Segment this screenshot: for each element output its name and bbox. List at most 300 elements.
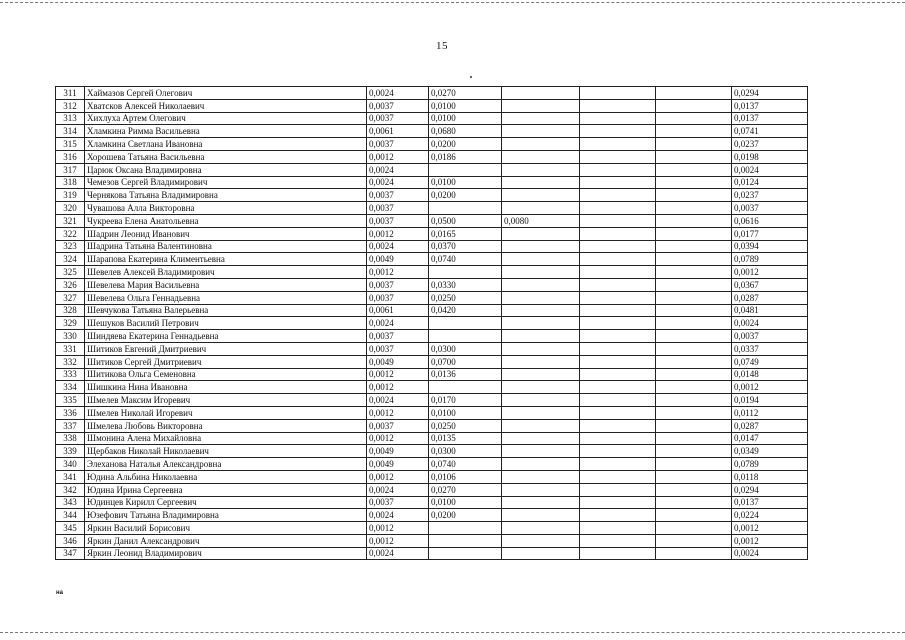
share-3-cell — [502, 150, 580, 163]
share-3-cell — [502, 368, 580, 381]
share-1-cell: 0,0012 — [367, 534, 429, 547]
share-3-cell — [502, 163, 580, 176]
row-number-cell: 314 — [56, 125, 85, 138]
share-5-cell — [656, 202, 732, 215]
share-2-cell — [429, 202, 502, 215]
row-number-cell: 343 — [56, 496, 85, 509]
share-4-cell — [580, 355, 656, 368]
table-row — [56, 266, 808, 279]
registry-table — [55, 86, 808, 560]
share-5-cell — [656, 547, 732, 560]
share-2-cell: 0,0165 — [429, 227, 502, 240]
share-2-cell: 0,0250 — [429, 291, 502, 304]
person-name-cell: Шевелева Мария Васильевна — [85, 278, 367, 291]
share-2-cell: 0,0680 — [429, 125, 502, 138]
share-3-cell — [502, 445, 580, 458]
row-number-cell: 315 — [56, 138, 85, 151]
share-4-cell — [580, 483, 656, 496]
share-1-cell: 0,0012 — [367, 368, 429, 381]
share-3-cell — [502, 381, 580, 394]
share-5-cell — [656, 278, 732, 291]
table-row — [56, 330, 808, 343]
share-2-cell — [429, 522, 502, 535]
table-row — [56, 317, 808, 330]
share-1-cell: 0,0037 — [367, 112, 429, 125]
share-4-cell — [580, 278, 656, 291]
share-4-cell — [580, 138, 656, 151]
share-2-cell: 0,0370 — [429, 240, 502, 253]
share-1-cell: 0,0012 — [367, 227, 429, 240]
share-4-cell — [580, 150, 656, 163]
table-row — [56, 381, 808, 394]
row-number-cell: 325 — [56, 266, 85, 279]
share-total-cell: 0,0287 — [732, 419, 808, 432]
person-name-cell: Шмонина Алена Михайловна — [85, 432, 367, 445]
table-row — [56, 99, 808, 112]
share-5-cell — [656, 240, 732, 253]
row-number-cell: 334 — [56, 381, 85, 394]
share-total-cell: 0,0024 — [732, 547, 808, 560]
share-1-cell: 0,0049 — [367, 253, 429, 266]
share-5-cell — [656, 138, 732, 151]
row-number-cell: 321 — [56, 214, 85, 227]
share-4-cell — [580, 547, 656, 560]
person-name-cell: Шевелев Алексей Владимирович — [85, 266, 367, 279]
share-1-cell: 0,0037 — [367, 138, 429, 151]
share-4-cell — [580, 381, 656, 394]
share-3-cell — [502, 470, 580, 483]
share-2-cell: 0,0200 — [429, 138, 502, 151]
person-name-cell: Элеханова Наталья Александровна — [85, 458, 367, 471]
person-name-cell: Шиндяева Екатерина Геннадьевна — [85, 330, 367, 343]
person-name-cell: Шарапова Екатерина Климентьевна — [85, 253, 367, 266]
share-5-cell — [656, 355, 732, 368]
table-row — [56, 278, 808, 291]
share-total-cell: 0,0012 — [732, 381, 808, 394]
share-4-cell — [580, 189, 656, 202]
share-5-cell — [656, 291, 732, 304]
share-1-cell: 0,0012 — [367, 150, 429, 163]
row-number-cell: 346 — [56, 534, 85, 547]
share-5-cell — [656, 266, 732, 279]
share-3-cell — [502, 406, 580, 419]
share-1-cell: 0,0037 — [367, 189, 429, 202]
share-total-cell: 0,0337 — [732, 342, 808, 355]
share-1-cell: 0,0012 — [367, 266, 429, 279]
share-2-cell — [429, 534, 502, 547]
share-1-cell: 0,0049 — [367, 458, 429, 471]
share-total-cell: 0,0789 — [732, 458, 808, 471]
table-row — [56, 496, 808, 509]
person-name-cell: Шитикова Ольга Семеновна — [85, 368, 367, 381]
share-total-cell: 0,0287 — [732, 291, 808, 304]
row-number-cell: 324 — [56, 253, 85, 266]
person-name-cell: Царюк Оксана Владимировна — [85, 163, 367, 176]
share-4-cell — [580, 496, 656, 509]
share-2-cell: 0,0100 — [429, 406, 502, 419]
share-5-cell — [656, 406, 732, 419]
share-4-cell — [580, 317, 656, 330]
share-2-cell: 0,0270 — [429, 483, 502, 496]
share-4-cell — [580, 419, 656, 432]
table-row — [56, 445, 808, 458]
table-row — [56, 240, 808, 253]
person-name-cell: Юдина Ирина Сергеевна — [85, 483, 367, 496]
share-4-cell — [580, 87, 656, 100]
share-total-cell: 0,0349 — [732, 445, 808, 458]
share-3-cell — [502, 202, 580, 215]
share-1-cell: 0,0037 — [367, 342, 429, 355]
share-total-cell: 0,0024 — [732, 163, 808, 176]
table-row — [56, 394, 808, 407]
footer-mark: на — [56, 590, 63, 596]
share-5-cell — [656, 470, 732, 483]
row-number-cell: 329 — [56, 317, 85, 330]
share-2-cell: 0,0740 — [429, 458, 502, 471]
share-3-cell — [502, 317, 580, 330]
share-2-cell: 0,0330 — [429, 278, 502, 291]
share-4-cell — [580, 240, 656, 253]
share-3-cell — [502, 278, 580, 291]
share-2-cell: 0,0420 — [429, 304, 502, 317]
share-3-cell — [502, 355, 580, 368]
share-2-cell: 0,0136 — [429, 368, 502, 381]
share-total-cell: 0,0012 — [732, 534, 808, 547]
table-row — [56, 406, 808, 419]
share-3-cell — [502, 112, 580, 125]
table-row — [56, 534, 808, 547]
share-3-cell — [502, 138, 580, 151]
table-row — [56, 304, 808, 317]
share-2-cell — [429, 266, 502, 279]
share-1-cell: 0,0037 — [367, 330, 429, 343]
table-row — [56, 342, 808, 355]
share-3-cell — [502, 394, 580, 407]
share-3-cell — [502, 330, 580, 343]
person-name-cell: Хорошева Татьяна Васильевна — [85, 150, 367, 163]
share-3-cell — [502, 99, 580, 112]
share-1-cell: 0,0061 — [367, 125, 429, 138]
share-2-cell — [429, 317, 502, 330]
row-number-cell: 327 — [56, 291, 85, 304]
row-number-cell: 317 — [56, 163, 85, 176]
row-number-cell: 335 — [56, 394, 85, 407]
share-5-cell — [656, 534, 732, 547]
share-4-cell — [580, 214, 656, 227]
share-4-cell — [580, 406, 656, 419]
person-name-cell: Чемезов Сергей Владимирович — [85, 176, 367, 189]
share-4-cell — [580, 304, 656, 317]
table-row — [56, 355, 808, 368]
share-4-cell — [580, 330, 656, 343]
share-total-cell: 0,0741 — [732, 125, 808, 138]
share-2-cell — [429, 163, 502, 176]
page-number: 15 — [436, 40, 448, 52]
share-3-cell — [502, 304, 580, 317]
share-3-cell — [502, 458, 580, 471]
person-name-cell: Чувашова Алла Викторовна — [85, 202, 367, 215]
row-number-cell: 330 — [56, 330, 85, 343]
share-2-cell: 0,0700 — [429, 355, 502, 368]
table-row — [56, 432, 808, 445]
share-4-cell — [580, 125, 656, 138]
table-row — [56, 112, 808, 125]
share-3-cell — [502, 342, 580, 355]
share-4-cell — [580, 445, 656, 458]
share-4-cell — [580, 534, 656, 547]
share-3-cell — [502, 547, 580, 560]
row-number-cell: 345 — [56, 522, 85, 535]
person-name-cell: Щербаков Николай Николаевич — [85, 445, 367, 458]
registry-rows — [56, 87, 808, 560]
person-name-cell: Шевелева Ольга Геннадьевна — [85, 291, 367, 304]
table-row — [56, 458, 808, 471]
share-total-cell: 0,0148 — [732, 368, 808, 381]
row-number-cell: 313 — [56, 112, 85, 125]
share-4-cell — [580, 432, 656, 445]
table-row — [56, 150, 808, 163]
share-5-cell — [656, 99, 732, 112]
person-name-cell: Шишкина Нина Ивановна — [85, 381, 367, 394]
table-row — [56, 470, 808, 483]
share-5-cell — [656, 189, 732, 202]
table-row — [56, 509, 808, 522]
share-2-cell: 0,0100 — [429, 176, 502, 189]
share-1-cell: 0,0037 — [367, 291, 429, 304]
share-1-cell: 0,0024 — [367, 394, 429, 407]
share-total-cell: 0,0224 — [732, 509, 808, 522]
share-total-cell: 0,0789 — [732, 253, 808, 266]
share-3-cell — [502, 483, 580, 496]
share-2-cell — [429, 547, 502, 560]
scan-edge-bottom — [0, 632, 905, 633]
share-5-cell — [656, 176, 732, 189]
row-number-cell: 341 — [56, 470, 85, 483]
share-1-cell: 0,0024 — [367, 240, 429, 253]
share-2-cell: 0,0200 — [429, 189, 502, 202]
share-4-cell — [580, 112, 656, 125]
share-4-cell — [580, 522, 656, 535]
row-number-cell: 328 — [56, 304, 85, 317]
share-5-cell — [656, 419, 732, 432]
table-row — [56, 138, 808, 151]
share-2-cell: 0,0300 — [429, 342, 502, 355]
share-3-cell — [502, 496, 580, 509]
table-row — [56, 522, 808, 535]
share-1-cell: 0,0049 — [367, 355, 429, 368]
person-name-cell: Юдина Альбина Николаевна — [85, 470, 367, 483]
row-number-cell: 319 — [56, 189, 85, 202]
share-2-cell: 0,0100 — [429, 112, 502, 125]
person-name-cell: Яркин Василий Борисович — [85, 522, 367, 535]
row-number-cell: 331 — [56, 342, 85, 355]
row-number-cell: 342 — [56, 483, 85, 496]
share-2-cell: 0,0300 — [429, 445, 502, 458]
row-number-cell: 312 — [56, 99, 85, 112]
share-5-cell — [656, 112, 732, 125]
table-row — [56, 202, 808, 215]
person-name-cell: Шешуков Василий Петрович — [85, 317, 367, 330]
share-5-cell — [656, 368, 732, 381]
row-number-cell: 326 — [56, 278, 85, 291]
share-5-cell — [656, 432, 732, 445]
share-1-cell: 0,0061 — [367, 304, 429, 317]
person-name-cell: Шмелева Любовь Викторовна — [85, 419, 367, 432]
table-row — [56, 253, 808, 266]
share-5-cell — [656, 394, 732, 407]
share-total-cell: 0,0137 — [732, 99, 808, 112]
share-5-cell — [656, 496, 732, 509]
share-1-cell: 0,0049 — [367, 445, 429, 458]
share-3-cell — [502, 291, 580, 304]
share-3-cell — [502, 509, 580, 522]
share-2-cell — [429, 381, 502, 394]
share-5-cell — [656, 214, 732, 227]
share-2-cell: 0,0170 — [429, 394, 502, 407]
person-name-cell: Юзефович Татьяна Владимировна — [85, 509, 367, 522]
table-row — [56, 227, 808, 240]
share-5-cell — [656, 304, 732, 317]
share-1-cell: 0,0024 — [367, 547, 429, 560]
share-total-cell: 0,0237 — [732, 189, 808, 202]
share-total-cell: 0,0137 — [732, 112, 808, 125]
share-1-cell: 0,0024 — [367, 87, 429, 100]
person-name-cell: Чукреева Елена Анатольевна — [85, 214, 367, 227]
row-number-cell: 340 — [56, 458, 85, 471]
share-3-cell — [502, 87, 580, 100]
share-3-cell — [502, 432, 580, 445]
share-5-cell — [656, 317, 732, 330]
share-2-cell: 0,0100 — [429, 496, 502, 509]
share-5-cell — [656, 509, 732, 522]
table-row — [56, 291, 808, 304]
share-4-cell — [580, 509, 656, 522]
share-5-cell — [656, 483, 732, 496]
row-number-cell: 323 — [56, 240, 85, 253]
share-2-cell: 0,0250 — [429, 419, 502, 432]
share-3-cell — [502, 266, 580, 279]
person-name-cell: Хватсков Алексей Николаевич — [85, 99, 367, 112]
share-total-cell: 0,0124 — [732, 176, 808, 189]
share-4-cell — [580, 458, 656, 471]
share-total-cell: 0,0118 — [732, 470, 808, 483]
share-5-cell — [656, 330, 732, 343]
share-total-cell: 0,0024 — [732, 317, 808, 330]
share-total-cell: 0,0112 — [732, 406, 808, 419]
share-2-cell: 0,0270 — [429, 87, 502, 100]
share-4-cell — [580, 291, 656, 304]
person-name-cell: Хаймазов Сергей Олегович — [85, 87, 367, 100]
share-3-cell — [502, 125, 580, 138]
share-3-cell — [502, 534, 580, 547]
person-name-cell: Чернякова Татьяна Владимировна — [85, 189, 367, 202]
share-1-cell: 0,0024 — [367, 483, 429, 496]
share-3-cell: 0,0080 — [502, 214, 580, 227]
table-row — [56, 87, 808, 100]
person-name-cell: Хламкина Римма Васильевна — [85, 125, 367, 138]
share-4-cell — [580, 163, 656, 176]
share-1-cell: 0,0037 — [367, 99, 429, 112]
share-1-cell: 0,0037 — [367, 496, 429, 509]
share-total-cell: 0,0137 — [732, 496, 808, 509]
share-4-cell — [580, 470, 656, 483]
share-total-cell: 0,0012 — [732, 266, 808, 279]
share-5-cell — [656, 87, 732, 100]
share-5-cell — [656, 342, 732, 355]
table-row — [56, 419, 808, 432]
share-5-cell — [656, 381, 732, 394]
row-number-cell: 336 — [56, 406, 85, 419]
share-total-cell: 0,0294 — [732, 87, 808, 100]
share-total-cell: 0,0394 — [732, 240, 808, 253]
share-5-cell — [656, 458, 732, 471]
share-1-cell: 0,0024 — [367, 176, 429, 189]
row-number-cell: 318 — [56, 176, 85, 189]
table-row — [56, 176, 808, 189]
share-total-cell: 0,0481 — [732, 304, 808, 317]
table-row — [56, 547, 808, 560]
share-4-cell — [580, 227, 656, 240]
share-4-cell — [580, 394, 656, 407]
person-name-cell: Яркин Леонид Владимирович — [85, 547, 367, 560]
person-name-cell: Хламкина Светлана Ивановна — [85, 138, 367, 151]
person-name-cell: Шмелев Максим Игоревич — [85, 394, 367, 407]
share-total-cell: 0,0294 — [732, 483, 808, 496]
share-total-cell: 0,0194 — [732, 394, 808, 407]
share-3-cell — [502, 176, 580, 189]
person-name-cell: Шитиков Евгений Дмитриевич — [85, 342, 367, 355]
share-1-cell: 0,0024 — [367, 509, 429, 522]
scan-speck — [470, 76, 472, 78]
share-total-cell: 0,0367 — [732, 278, 808, 291]
share-1-cell: 0,0024 — [367, 163, 429, 176]
share-2-cell — [429, 330, 502, 343]
share-3-cell — [502, 253, 580, 266]
share-2-cell: 0,0740 — [429, 253, 502, 266]
share-1-cell: 0,0037 — [367, 419, 429, 432]
row-number-cell: 311 — [56, 87, 85, 100]
person-name-cell: Шитиков Сергей Дмитриевич — [85, 355, 367, 368]
person-name-cell: Шадрин Леонид Иванович — [85, 227, 367, 240]
share-1-cell: 0,0012 — [367, 381, 429, 394]
share-4-cell — [580, 368, 656, 381]
share-2-cell: 0,0135 — [429, 432, 502, 445]
share-1-cell: 0,0012 — [367, 432, 429, 445]
share-total-cell: 0,0198 — [732, 150, 808, 163]
person-name-cell: Шмелев Николай Игоревич — [85, 406, 367, 419]
share-1-cell: 0,0012 — [367, 406, 429, 419]
row-number-cell: 316 — [56, 150, 85, 163]
scan-edge-top — [0, 2, 905, 3]
row-number-cell: 322 — [56, 227, 85, 240]
share-3-cell — [502, 240, 580, 253]
row-number-cell: 338 — [56, 432, 85, 445]
share-3-cell — [502, 189, 580, 202]
share-3-cell — [502, 419, 580, 432]
share-1-cell: 0,0012 — [367, 522, 429, 535]
person-name-cell: Юдинцев Кирилл Сергеевич — [85, 496, 367, 509]
row-number-cell: 339 — [56, 445, 85, 458]
share-total-cell: 0,0012 — [732, 522, 808, 535]
person-name-cell: Хихлуха Артем Олегович — [85, 112, 367, 125]
share-1-cell: 0,0024 — [367, 317, 429, 330]
table-row — [56, 368, 808, 381]
table-row — [56, 163, 808, 176]
table-row — [56, 189, 808, 202]
share-2-cell: 0,0106 — [429, 470, 502, 483]
share-3-cell — [502, 227, 580, 240]
share-total-cell: 0,0037 — [732, 202, 808, 215]
